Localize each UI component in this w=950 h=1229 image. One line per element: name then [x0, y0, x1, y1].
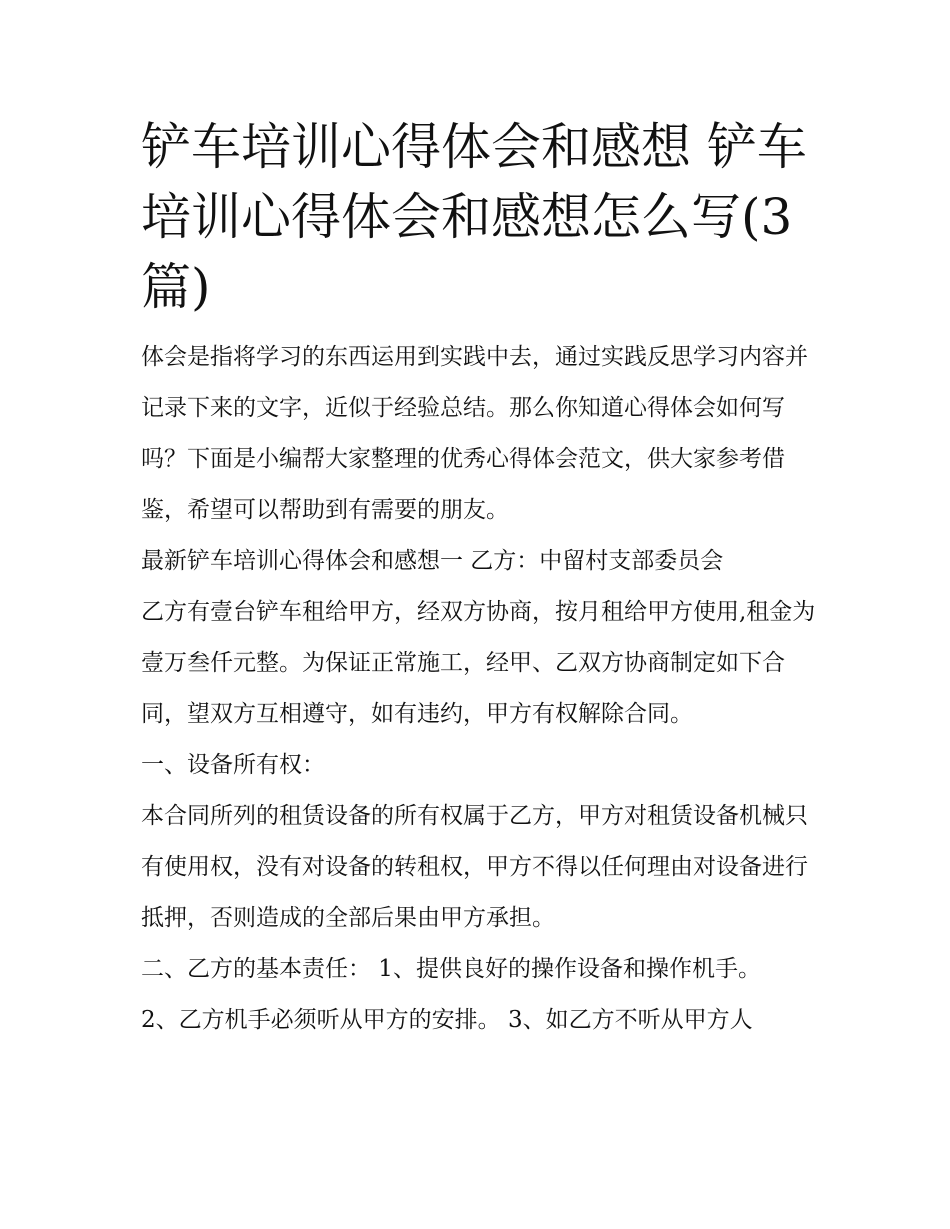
- clause-responsibility-1: 二、乙方的基本责任： 1、提供良好的操作设备和操作机手。: [141, 956, 761, 982]
- document-title: 铲车培训心得体会和感想 铲车培训心得体会和感想怎么写(3篇): [141, 118, 807, 316]
- document-body: [141, 112, 821, 1046]
- ownership-paragraph: 本合同所列的租赁设备的所有权属于乙方，甲方对租赁设备机械只有使用权，没有对设备的转租权，甲方不得以任何理由对设备进行抵押，否则造成的全部后果由甲方承担。: [141, 803, 808, 931]
- section-heading-1: 最新铲车培训心得体会和感想一 乙方：中留村支部委员会: [141, 548, 724, 574]
- intro-paragraph: 体会是指将学习的东西运用到实践中去，通过实践反思学习内容并记录下来的文字，近似于经验总结。那么你知道心得体会如何写吗？下面是小编帮大家整理的优秀心得体会范文，供大家参考借鉴，希望可以帮助到有需要的朋友。: [141, 344, 808, 523]
- contract-paragraph: 乙方有壹台铲车租给甲方，经双方协商，按月租给甲方使用,租金为壹万叁仟元整。为保证正常施工，经甲、乙双方协商制定如下合同，望双方互相遵守，如有违约，甲方有权解除合同。: [141, 599, 816, 727]
- clause-responsibility-2: 2、乙方机手必须听从甲方的安排。 3、如乙方不听从甲方人: [141, 1007, 753, 1033]
- clause-heading-ownership: 一、设备所有权：: [141, 752, 325, 778]
